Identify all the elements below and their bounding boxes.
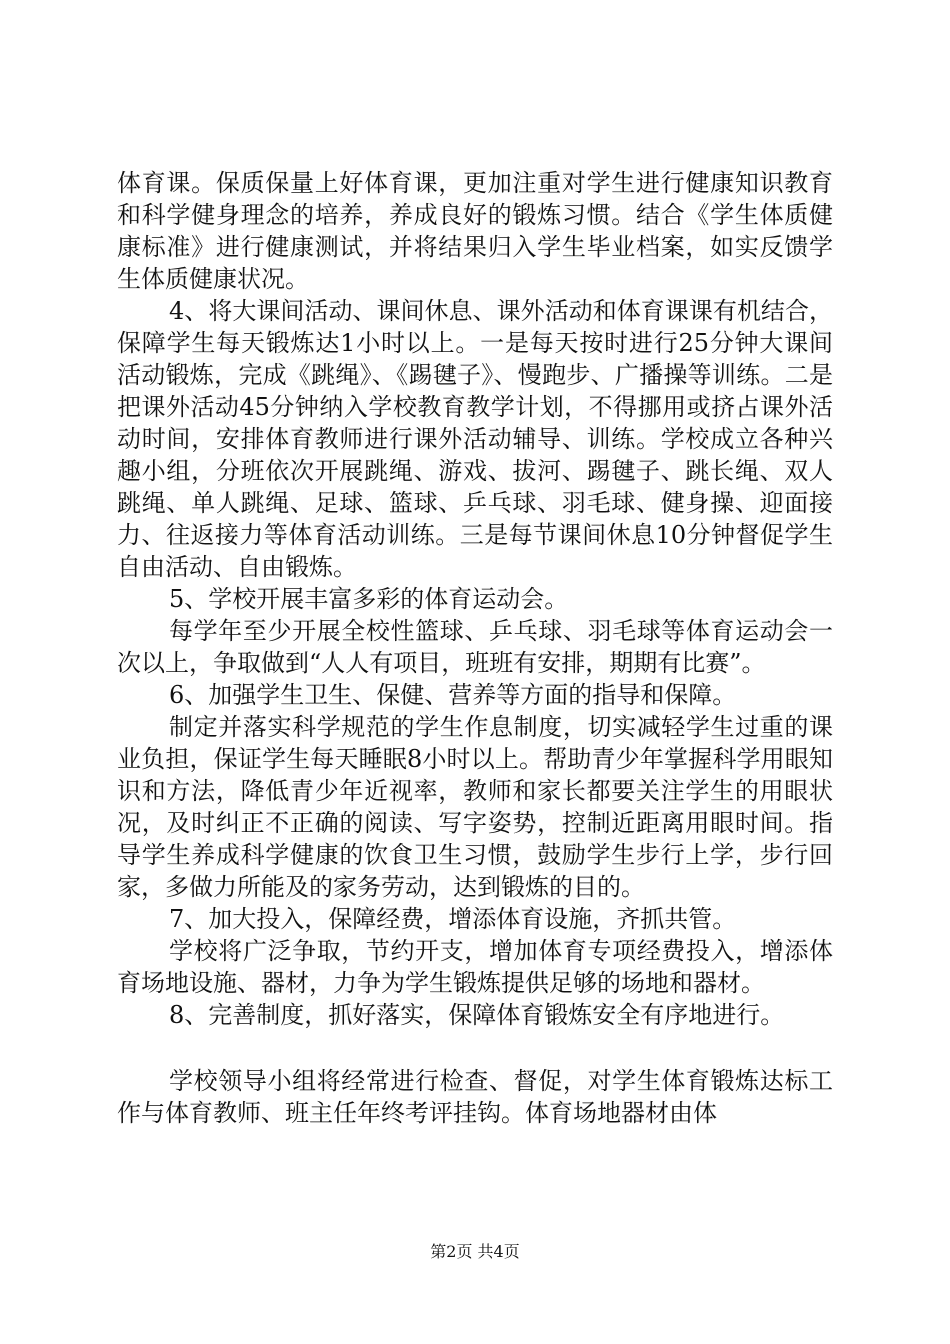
paragraph-health: 制定并落实科学规范的学生作息制度，切实减轻学生过重的课业负担，保证学生每天睡眠8小时以上。帮助青少年掌握科学用眼知识和方法，降低青少年近视率，教师和家长都要关注学生的用眼状况，及时纠正不正确的阅读、写字姿势，控制近距离用眼时间。指导学生养成科学健康的饮食卫生习惯，鼓励学生步行上学，步行回家，多做力所能及的家务劳动，达到锻炼的目的。 — [117, 713, 833, 901]
heading-item-7: 7、加大投入，保障经费，增添体育设施，齐抓共管。 — [169, 905, 737, 933]
document-body — [117, 167, 833, 1129]
paragraph-supervision: 学校领导小组将经常进行检查、督促，对学生体育锻炼达标工作与体育教师、班主任年终考评挂钩。体育场地器材由体 — [117, 1067, 833, 1127]
page-number-footer: 第2页 共4页 — [430, 1242, 520, 1261]
paragraph-item-4: 4、将大课间活动、课间休息、课外活动和体育课课有机结合，保障学生每天锻炼达1小时以上。一是每天按时进行25分钟大课间活动锻炼，完成《跳绳》、《踢毽子》、慢跑步、广播操等训练。二是把课外活动45分钟纳入学校教育教学计划，不得挪用或挤占课外活动时间，安排体育教师进行课外活动辅导、训练。学校成立各种兴趣小组，分班依次开展跳绳、游戏、拔河、踢毽子、跳长绳、双人跳绳、单人跳绳、足球、篮球、乒乓球、羽毛球、健身操、迎面接力、往返接力等体育活动训练。三是每节课间休息10分钟督促学生自由活动、自由锻炼。 — [117, 297, 833, 581]
heading-item-6: 6、加强学生卫生、保健、营养等方面的指导和保障。 — [169, 681, 737, 709]
heading-item-5: 5、学校开展丰富多彩的体育运动会。 — [169, 585, 569, 613]
paragraph-gap — [117, 1031, 833, 1065]
paragraph-funding: 学校将广泛争取，节约开支，增加体育专项经费投入，增添体育场地设施、器材，力争为学生锻炼提供足够的场地和器材。 — [117, 937, 833, 997]
paragraph-sports-meet: 每学年至少开展全校性篮球、乒乓球、羽毛球等体育运动会一次以上，争取做到“人人有项目，班班有安排，期期有比赛”。 — [117, 617, 833, 677]
heading-item-8: 8、完善制度，抓好落实，保障体育锻炼安全有序地进行。 — [169, 1001, 785, 1029]
paragraph-continuation: 体育课。保质保量上好体育课，更加注重对学生进行健康知识教育和科学健身理念的培养，养成良好的锻炼习惯。结合《学生体质健康标准》进行健康测试，并将结果归入学生毕业档案，如实反馈学生体质健康状况。 — [117, 169, 833, 293]
